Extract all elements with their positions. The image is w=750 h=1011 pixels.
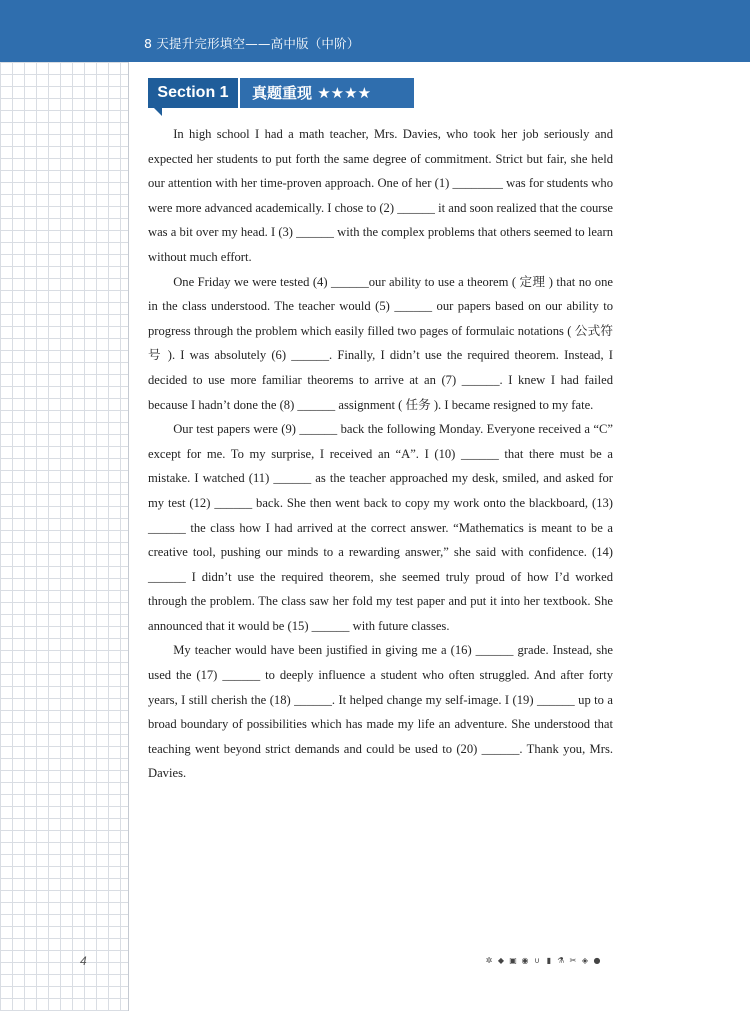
banner-tail-decoration bbox=[154, 108, 162, 116]
grid-margin bbox=[0, 62, 129, 1011]
magnet-icon: ∪ bbox=[534, 956, 540, 965]
section-label: Section 1 bbox=[148, 78, 238, 108]
section-title: 真题重现 ★★★★ bbox=[240, 78, 414, 108]
paragraph-4: My teacher would have been justified in giving me a (16) ______ grade. Instead, she used the (17) ______ to deeply influence a student who often struggled. And after forty years, I still cherish the (18) ______. It helped change my self-image. I (19) ______ up to a broad boundary of possibilities which has made my life an adventure. She understood that teaching went beyond strict demands and could be used to (20) ______. Thank you, Mrs. Davies. bbox=[148, 643, 613, 781]
crystal-icon: ◆ bbox=[497, 956, 505, 965]
page-number: 4 bbox=[80, 954, 87, 968]
flask-icon: ⚗ bbox=[557, 956, 565, 965]
globe-icon: ◉ bbox=[521, 956, 529, 965]
compass-icon: ✲ bbox=[485, 956, 493, 965]
paragraph-2: One Friday we were tested (4) ______our ability to use a theorem ( 定理 ) that no one in the class understood. The teacher would (5) ______ our papers based on our ability to progress through the problem which easily filled two pages of formulaic notations ( 公式符号 ). I was absolutely (6) ______. Finally, I didn’t use the required theorem. Instead, I decided to use more familiar theorems to arrive at an (7) ______. I knew I had failed because I hadn’t done the (8) ______ assignment ( 任务 ). I became resigned to my fate. bbox=[148, 274, 613, 412]
footer-icon-row bbox=[484, 955, 602, 966]
cloze-passage bbox=[148, 122, 613, 786]
paragraph-1: In high school I had a math teacher, Mrs. Davies, who took her job seriously and expected her students to put forth the same degree of commitment. Strict but fair, she held our attention with her time-proven approach. One of her (1) ________ was for students who were more advanced academically. I chose to (2) ______ it and soon realized that the course was a bit over my head. I (3) ______ with the complex problems that others seemed to learn without much effort. bbox=[148, 127, 613, 264]
scissors-icon: ✂ bbox=[569, 956, 577, 965]
book-title: 8 天提升完形填空——高中版（中阶） bbox=[144, 36, 360, 51]
palette-icon: ◈ bbox=[581, 956, 589, 965]
blocks-icon: ▣ bbox=[509, 956, 517, 965]
paragraph-3: Our test papers were (9) ______ back the following Monday. Everyone received a “C” except for me. To my surprise, I received an “A”. I (10) ______ that there must be a mistake. I watched (11) ______ as the teacher approached my desk, smiled, and asked for my test (12) ______ back. She then went back to copy my work onto the blackboard, (13) ______ the class how I had arrived at the correct answer. “Mathematics is meant to be a creative tool, pushing our minds to a rewarding answer,” she said with confidence. (14) ______ I didn’t use the required theorem, she seemed truly proud of how I’d worked through the problem. The class saw her fold my test paper and put it into her textbook. She announced that it would be (15) ______ with future classes. bbox=[148, 422, 613, 633]
ball-icon: ● bbox=[593, 956, 601, 965]
ruler-icon: ▮ bbox=[546, 956, 552, 965]
header-bar bbox=[0, 0, 750, 62]
